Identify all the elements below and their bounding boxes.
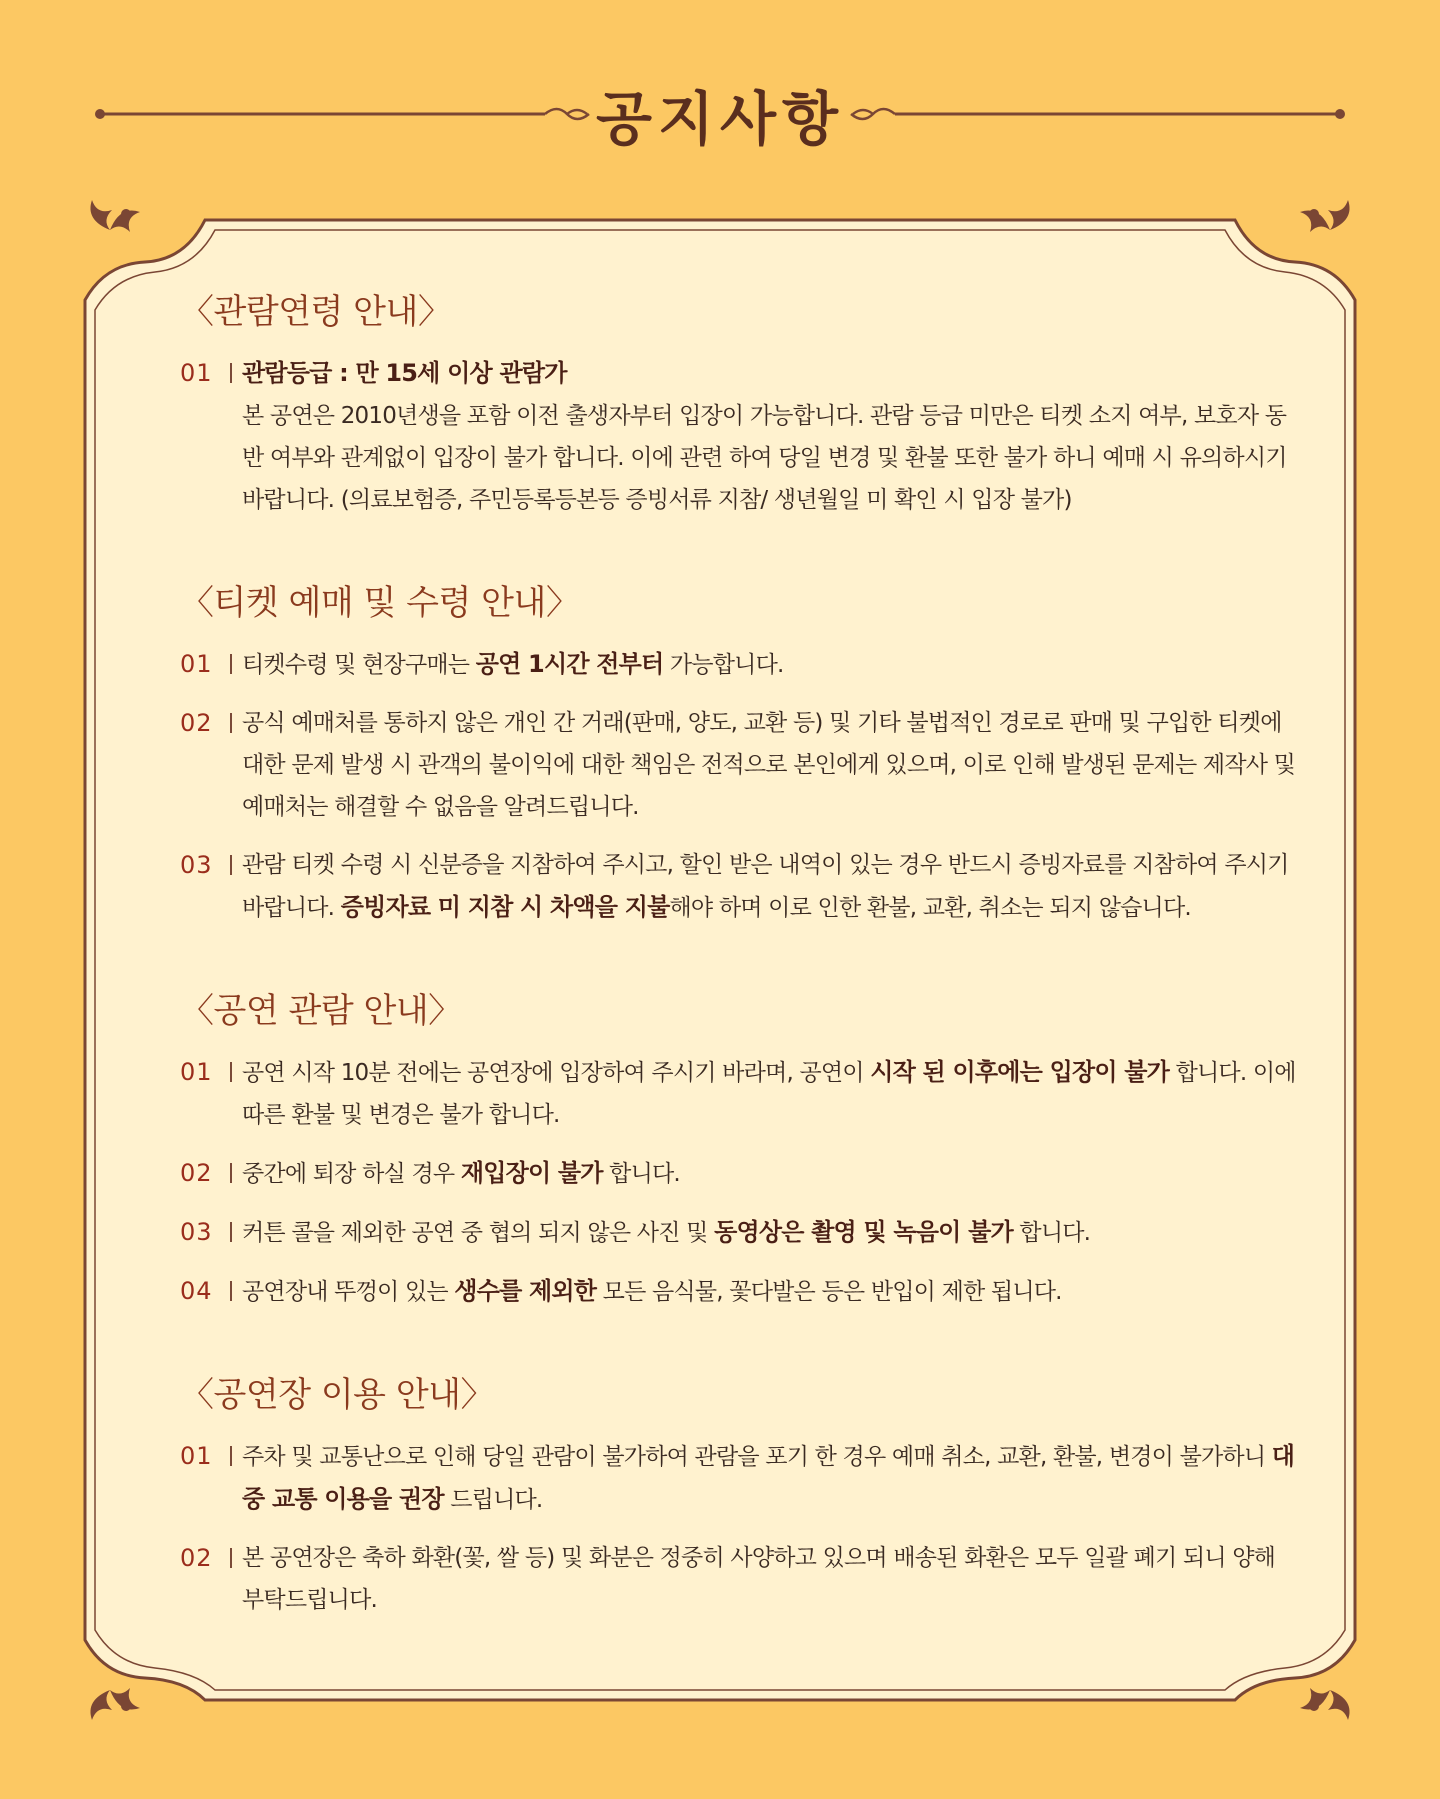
item-number: 03 [180, 1218, 213, 1246]
item-text-part: 중간에 퇴장 하실 경우 [242, 1161, 461, 1187]
item-emphasis: 증빙자료 미 지참 시 차액을 지불 [340, 893, 670, 921]
corner-ornament-top-left [90, 200, 140, 232]
section-ticket-guide [180, 581, 1300, 929]
section-title: 〈공연장 이용 안내〉 [180, 1375, 495, 1415]
list-item [180, 1270, 1300, 1313]
item-text [242, 844, 1300, 929]
item-text-part: 티켓수령 및 현장구매는 [242, 652, 476, 678]
item-number: 03 [180, 851, 213, 879]
item-text [242, 1051, 1300, 1136]
item-text [242, 643, 1300, 686]
item-emphasis: 대중 교통 이용을 권장 [242, 1442, 1295, 1513]
list-item [180, 352, 1300, 521]
item-text [242, 1211, 1300, 1254]
item-number: 01 [180, 650, 213, 678]
corner-ornament-top-right [1300, 200, 1350, 232]
item-number: 02 [180, 1159, 213, 1187]
item-text [242, 352, 1300, 521]
list-item [180, 1152, 1300, 1195]
item-number: 04 [180, 1277, 213, 1305]
item-text-part: 모든 음식물, 꽃다발은 등은 반입이 제한 됩니다. [596, 1279, 1062, 1305]
item-body: 본 공연은 2010년생을 포함 이전 출생자부터 입장이 가능합니다. 관람 등급 미만은 티켓 소지 여부, 보호자 동반 여부와 관계없이 입장이 불가 합니다. 이에 관련 하여 당일 변경 및 환불 또한 불가 하니 예매 시 유의하시기 바랍니다. (의료보험증, 주민등록등본등 증빙서류 지참/ 생년월일 미 확인 시 입장 불가) [242, 403, 1287, 513]
item-emphasis: 공연 1시간 전부터 [475, 650, 664, 678]
corner-ornament-bottom-left [90, 1688, 140, 1720]
section-title: 〈티켓 예매 및 수령 안내〉 [180, 583, 580, 623]
item-text-part: 관람 티켓 수령 시 신분증을 지참하여 주시고, 할인 받은 내역이 있는 경우 반드시 증빙자료를 지참하여 주시기 바랍니다. [242, 852, 1289, 921]
list-item [180, 1537, 1300, 1621]
section-performance-guide [180, 989, 1300, 1313]
item-emphasis: 시작 된 이후에는 입장이 불가 [870, 1058, 1170, 1086]
section-venue-guide [180, 1373, 1300, 1621]
item-text-part: 합니다. [1012, 1220, 1091, 1246]
item-number: 01 [180, 1058, 213, 1086]
section-title: 〈관람연령 안내〉 [180, 292, 452, 332]
separator-bar [230, 1062, 232, 1082]
item-emphasis: 생수를 제외한 [454, 1277, 597, 1305]
item-emphasis: 재입장이 불가 [460, 1159, 603, 1187]
list-item [180, 1435, 1300, 1521]
list-item [180, 1211, 1300, 1254]
item-text [242, 1435, 1300, 1521]
separator-bar [230, 1446, 232, 1466]
separator-bar [230, 1548, 232, 1568]
separator-bar [230, 1163, 232, 1183]
corner-ornament-bottom-right [1300, 1688, 1350, 1720]
separator-bar [230, 1281, 232, 1301]
section-age-guide [180, 290, 1300, 521]
item-text [242, 1270, 1300, 1313]
item-number: 01 [180, 359, 213, 387]
notice-content [180, 290, 1300, 1637]
page-title: 공지사항 [595, 85, 845, 153]
item-text-part: 해야 하며 이로 인한 환불, 교환, 취소는 되지 않습니다. [669, 895, 1191, 921]
separator-bar [230, 855, 232, 875]
list-item [180, 643, 1300, 686]
item-number: 02 [180, 1544, 213, 1572]
item-number: 02 [180, 709, 213, 737]
item-number: 01 [180, 1442, 213, 1470]
item-text [242, 1152, 1300, 1195]
list-item [180, 844, 1300, 929]
item-text-part: 가능합니다. [663, 652, 784, 678]
list-item [180, 702, 1300, 828]
item-text-part: 커튼 콜을 제외한 공연 중 협의 되지 않은 사진 및 [242, 1220, 715, 1246]
item-text-part: 공연장내 뚜껑이 있는 [242, 1279, 455, 1305]
item-text: 본 공연장은 축하 화환(꽃, 쌀 등) 및 화분은 정중히 사양하고 있으며 배송된 화환은 모두 일괄 폐기 되니 양해 부탁드립니다. [242, 1545, 1276, 1613]
item-text-part: 드립니다. [443, 1487, 543, 1513]
item-text: 공식 예매처를 통하지 않은 개인 간 거래(판매, 양도, 교환 등) 및 기타 불법적인 경로로 판매 및 구입한 티켓에 대한 문제 발생 시 관객의 불이익에 대한 책임은 전적으로 본인에게 있으며, 이로 인해 발생된 문제는 제작사 및 예매처는 해결할 수 없음을 알려드립니다. [242, 710, 1296, 820]
item-text-part: 공연 시작 10분 전에는 공연장에 입장하여 주시기 바라며, 공연이 [242, 1060, 871, 1086]
section-title: 〈공연 관람 안내〉 [180, 991, 462, 1031]
separator-bar [230, 363, 232, 383]
item-text-part: 합니다. 이에 따른 환불 및 변경은 불가 합니다. [242, 1060, 1296, 1128]
item-headline: 관람등급 : 만 15세 이상 관람가 [242, 359, 567, 387]
item-emphasis: 동영상은 촬영 및 녹음이 불가 [714, 1218, 1013, 1246]
item-text-part: 주차 및 교통난으로 인해 당일 관람이 불가하여 관람을 포기 한 경우 예매 취소, 교환, 환불, 변경이 불가하니 [242, 1444, 1272, 1470]
separator-bar [230, 713, 232, 733]
separator-bar [230, 654, 232, 674]
separator-bar [230, 1222, 232, 1242]
item-text-part: 합니다. [602, 1161, 680, 1187]
list-item [180, 1051, 1300, 1136]
